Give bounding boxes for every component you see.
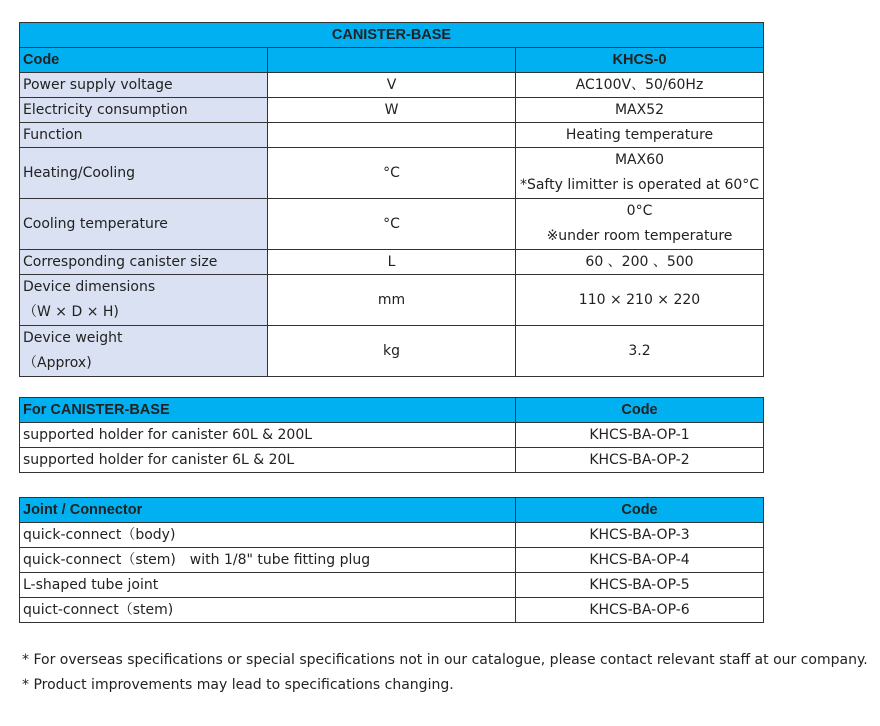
row-label	[20, 275, 268, 326]
joint-name: quick-connect（body)	[20, 523, 516, 548]
row-unit: W	[268, 98, 516, 123]
row-label: Power supply voltage	[20, 73, 268, 98]
table-row	[20, 523, 764, 548]
row-value: MAX52	[516, 98, 764, 123]
row-unit: V	[268, 73, 516, 98]
table-row	[20, 548, 764, 573]
row-unit: °C	[268, 199, 516, 250]
header-row	[20, 48, 764, 73]
table-row	[20, 123, 764, 148]
joint-name: L-shaped tube joint	[20, 573, 516, 598]
value-line: MAX60	[614, 152, 665, 168]
option-code: KHCS-BA-OP-1	[516, 423, 764, 448]
value-note: ※under room temperature	[546, 228, 733, 244]
row-label: Heating/Cooling	[20, 148, 268, 199]
joints-table	[19, 497, 764, 623]
row-label	[20, 326, 268, 377]
row-value: AC100V、50/60Hz	[516, 73, 764, 98]
joint-code: KHCS-BA-OP-5	[516, 573, 764, 598]
table-row	[20, 423, 764, 448]
footnote: * For overseas specifications or special specifications not in our catalogue, please contact relevant staff at our company.	[22, 652, 868, 668]
table-row	[20, 73, 764, 98]
label-line: Device dimensions	[23, 279, 156, 295]
row-unit: kg	[268, 326, 516, 377]
row-value: 110 × 210 × 220	[516, 275, 764, 326]
footnotes	[22, 648, 868, 698]
table-row	[20, 148, 764, 199]
options-table	[19, 397, 764, 473]
table-row	[20, 448, 764, 473]
row-label: Cooling temperature	[20, 199, 268, 250]
table-row	[20, 326, 764, 377]
option-code: KHCS-BA-OP-2	[516, 448, 764, 473]
row-value	[516, 148, 764, 199]
footnote: * Product improvements may lead to specifications changing.	[22, 677, 454, 693]
row-unit: °C	[268, 148, 516, 199]
table-row	[20, 98, 764, 123]
header-code: Code	[516, 398, 764, 423]
header-row	[20, 398, 764, 423]
row-value	[516, 199, 764, 250]
header-row	[20, 498, 764, 523]
row-unit: L	[268, 250, 516, 275]
joint-code: KHCS-BA-OP-3	[516, 523, 764, 548]
label-sub: （Approx)	[23, 355, 92, 371]
option-name: supported holder for canister 6L & 20L	[20, 448, 516, 473]
table-row	[20, 199, 764, 250]
header-code: Code	[20, 48, 268, 73]
table-row	[20, 573, 764, 598]
table-row	[20, 250, 764, 275]
label-sub: （W × D × H)	[23, 304, 119, 320]
row-label: Electricity consumption	[20, 98, 268, 123]
table-row	[20, 275, 764, 326]
header-name: For CANISTER-BASE	[20, 398, 516, 423]
row-value: 60 、200 、500	[516, 250, 764, 275]
option-name: supported holder for canister 60L & 200L	[20, 423, 516, 448]
row-unit	[268, 123, 516, 148]
table-row	[20, 598, 764, 623]
row-value: Heating temperature	[516, 123, 764, 148]
row-label: Function	[20, 123, 268, 148]
joint-code: KHCS-BA-OP-4	[516, 548, 764, 573]
row-unit: mm	[268, 275, 516, 326]
joint-name: quick-connect（stem) with 1/8" tube fitting plug	[20, 548, 516, 573]
spec-table	[19, 22, 764, 377]
header-empty	[268, 48, 516, 73]
title-row	[20, 23, 764, 48]
header-name: Joint / Connector	[20, 498, 516, 523]
joint-code: KHCS-BA-OP-6	[516, 598, 764, 623]
row-label: Corresponding canister size	[20, 250, 268, 275]
joint-name: quict-connect（stem)	[20, 598, 516, 623]
value-line: 0°C	[626, 203, 653, 219]
label-line: Device weight	[23, 330, 123, 346]
value-note: *Safty limitter is operated at 60°C	[519, 177, 760, 193]
table-title: CANISTER-BASE	[20, 23, 764, 48]
row-value: 3.2	[516, 326, 764, 377]
header-code: Code	[516, 498, 764, 523]
header-model: KHCS-0	[516, 48, 764, 73]
